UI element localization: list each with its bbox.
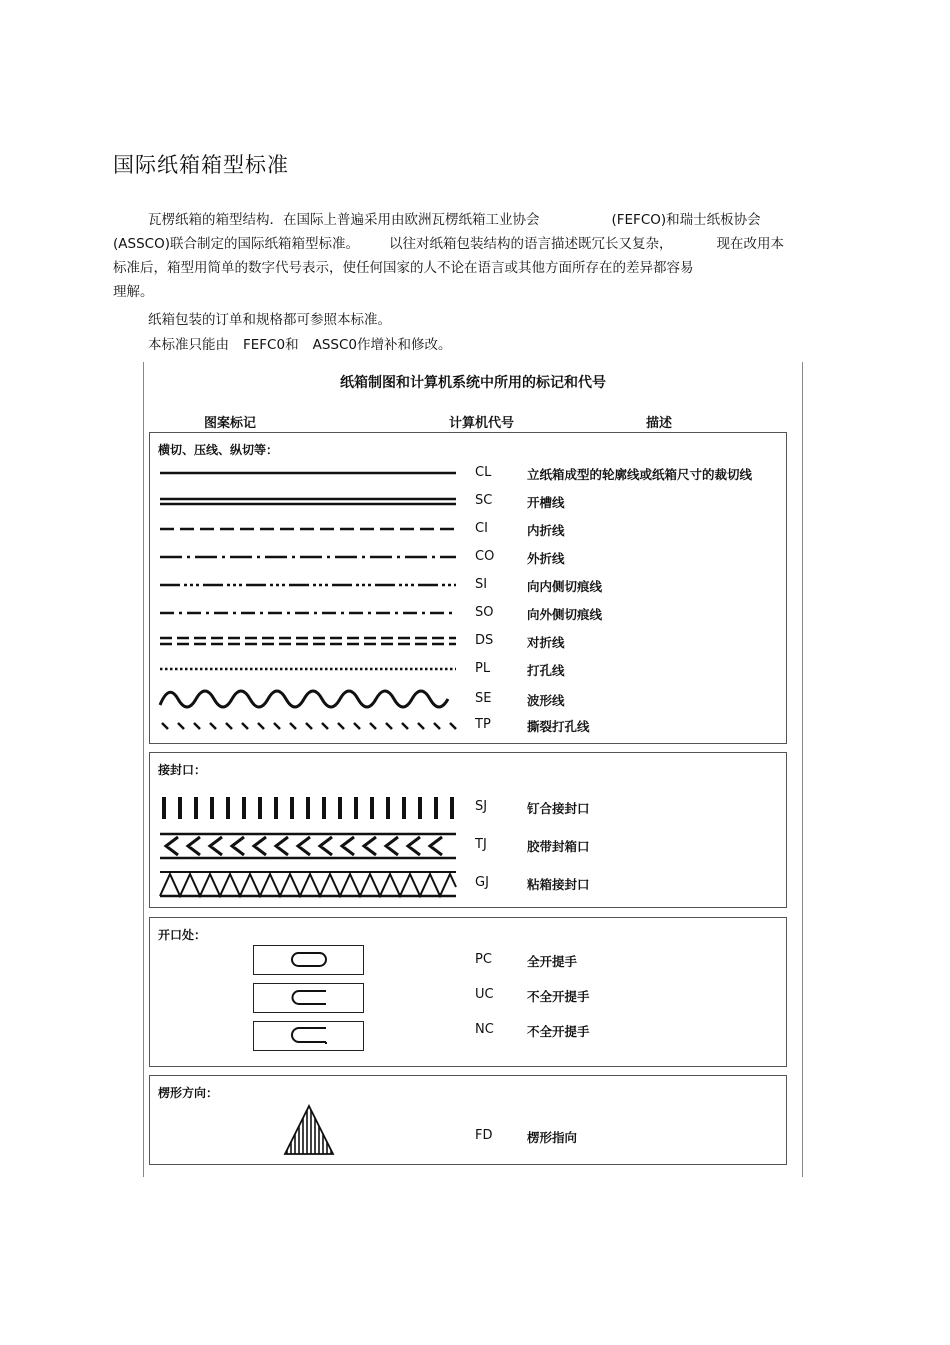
opening-symbols-section [149, 917, 787, 1067]
symbol-code: PL [475, 661, 491, 676]
figure-title: 纸箱制图和计算机系统中所用的标记和代号 [340, 375, 606, 391]
cut-line-symbol [158, 461, 458, 485]
symbol-description: 对折线 [527, 635, 565, 650]
paragraph-text: 现在改用本 [716, 236, 784, 252]
symbol-description: 外折线 [527, 551, 565, 566]
line-symbols-section [149, 432, 787, 744]
intro-paragraph [113, 208, 784, 304]
paragraph-text: 以往对纸箱包装结构的语言描述既冗长又复杂， [388, 236, 673, 252]
perforation-symbol [158, 657, 458, 681]
paragraph-text: 标准后，箱型用简单的数字代号表示，使任何国家的人不论在语言或其他方面所存在的差异都容易 [113, 260, 694, 276]
glued-joint-symbol [158, 869, 458, 899]
symbol-description: 打孔线 [527, 663, 565, 678]
symbol-code: SJ [475, 799, 488, 814]
section-label: 开口处： [158, 928, 207, 942]
symbol-row [150, 683, 786, 715]
paragraph-2: 纸箱包装的订单和规格都可参照本标准。 [148, 312, 391, 328]
symbol-row [150, 948, 786, 976]
paragraph-text: 瓦楞纸箱的箱型结构．在国际上普遍采用由欧洲瓦楞纸箱工业协会 [148, 212, 540, 228]
symbol-code: UC [475, 987, 494, 1002]
symbol-row [150, 831, 786, 861]
symbol-code: SC [475, 493, 493, 508]
symbol-row [150, 983, 786, 1011]
symbol-row [150, 601, 786, 629]
symbol-code: GJ [475, 875, 489, 890]
symbol-description: 撕裂打孔线 [527, 719, 590, 734]
symbol-row [150, 517, 786, 545]
stitched-joint-symbol [158, 793, 458, 823]
slot-line-symbol [158, 489, 458, 513]
symbol-description: 内折线 [527, 523, 565, 538]
section-label: 楞形方向： [158, 1086, 219, 1100]
flute-direction-section [149, 1075, 787, 1165]
symbol-description: 不全开提手 [527, 989, 590, 1004]
column-header-code: 计算机代号 [449, 416, 515, 431]
symbol-row [150, 869, 786, 899]
symbol-description: 钉合接封口 [527, 801, 590, 816]
joint-symbols-section [149, 752, 787, 908]
symbol-code: SE [475, 691, 492, 706]
symbol-code: TP [475, 717, 491, 732]
tear-perforation-symbol [158, 713, 458, 737]
symbol-code: DS [475, 633, 494, 648]
paragraph-3 [148, 333, 451, 357]
symbol-code: NC [475, 1022, 494, 1037]
symbol-description: 向内侧切痕线 [527, 579, 603, 594]
symbol-row [150, 657, 786, 685]
symbol-row [150, 713, 786, 741]
symbol-description: 波形线 [527, 693, 565, 708]
paragraph-text: (FEFCO)和瑞士纸板协会 [611, 212, 761, 228]
symbol-description: 立纸箱成型的轮廓线或纸箱尺寸的裁切线 [527, 467, 753, 482]
symbol-row [150, 461, 786, 489]
wave-line-symbol [158, 683, 458, 715]
paragraph-text: (ASSCO)联合制定的国际纸箱箱型标准。 [113, 236, 359, 252]
symbol-row [150, 793, 786, 823]
section-label: 接封口： [158, 763, 207, 777]
symbol-code: PC [475, 952, 492, 967]
symbol-row [150, 629, 786, 657]
symbol-row [150, 489, 786, 517]
symbol-description: 胶带封箱口 [527, 839, 590, 854]
symbol-row [150, 1018, 786, 1046]
symbol-description: 全开提手 [527, 954, 578, 969]
section-label: 横切、压线、纵切等： [158, 443, 279, 457]
symbol-description: 开槽线 [527, 495, 565, 510]
paragraph-text: ASSC0作增补和修改。 [312, 337, 452, 353]
paragraph-text: 本标准只能由 [148, 337, 229, 353]
symbol-description: 楞形指向 [527, 1130, 578, 1145]
symbol-description: 不全开提手 [527, 1024, 590, 1039]
taped-joint-symbol [158, 831, 458, 861]
symbol-figure [143, 362, 803, 1177]
symbol-code: CL [475, 465, 492, 480]
inward-crease-symbol [158, 517, 458, 541]
symbol-code: FD [475, 1128, 493, 1143]
outward-cut-score-symbol [158, 601, 458, 625]
column-header-description: 描述 [646, 416, 673, 431]
page-title: 国际纸箱箱型标准 [113, 153, 289, 177]
symbol-code: SI [475, 577, 488, 592]
double-fold-symbol [158, 629, 458, 653]
column-header-pattern: 图案标记 [204, 416, 257, 431]
paragraph-text: 理解。 [113, 284, 154, 300]
symbol-code: CO [475, 549, 495, 564]
symbol-row [150, 1124, 786, 1152]
symbol-row [150, 545, 786, 573]
symbol-code: CI [475, 521, 488, 536]
paragraph-text: FEFC0和 [243, 337, 299, 353]
symbol-description: 粘箱接封口 [527, 877, 590, 892]
symbol-row [150, 573, 786, 601]
inward-cut-score-symbol [158, 573, 458, 597]
symbol-description: 向外侧切痕线 [527, 607, 603, 622]
symbol-code: TJ [475, 837, 487, 852]
outward-crease-symbol [158, 545, 458, 569]
symbol-code: SO [475, 605, 494, 620]
